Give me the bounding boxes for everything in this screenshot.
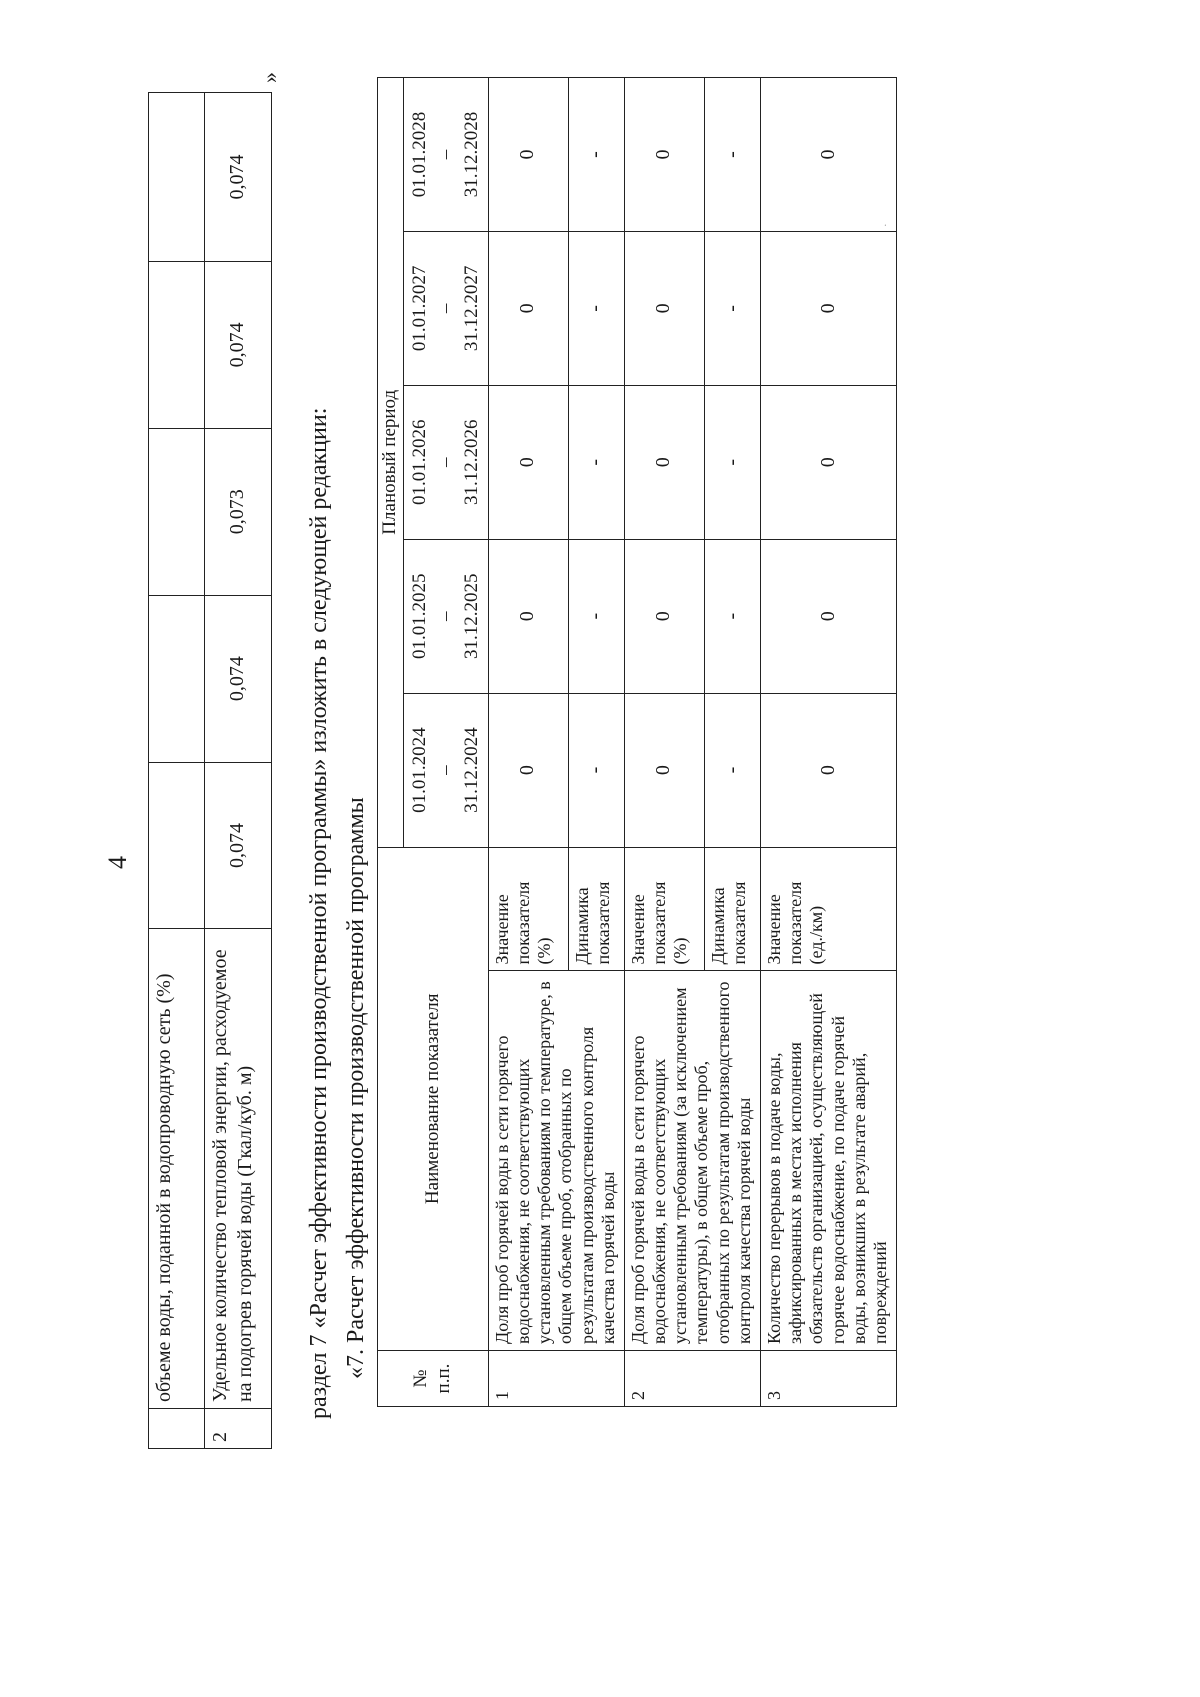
table-cell <box>149 595 205 762</box>
table-cell: 0 <box>760 78 896 232</box>
indicator-name: Доля проб горячей воды в сети горячего водоснабжения, не соответствующих установленным требованиям (за исключением температуры), в общем объеме проб, отобранных по результатам производственного контроля качества горячей воды <box>624 971 760 1351</box>
table-cell: 0 <box>624 693 704 847</box>
header-num: № п.п. <box>378 1351 489 1407</box>
header-period: 01.01.2024 – 31.12.2024 <box>403 693 488 847</box>
table-cell: 0,074 <box>204 93 271 262</box>
table-row <box>204 93 271 1449</box>
table-cell: 0 <box>488 539 568 693</box>
table-cell: 0 <box>760 693 896 847</box>
indicator-unit: Значение показателя (%) <box>488 847 568 971</box>
row-number: 1 <box>488 1351 624 1407</box>
scan-artifact: · <box>880 223 892 227</box>
table-cell: 0 <box>624 78 704 232</box>
row-label: объеме воды, поданной в водопроводную сеть (%) <box>149 929 205 1409</box>
row-number: 2 <box>204 1409 271 1449</box>
indicator-unit: Динамика показателя <box>568 847 624 971</box>
indicator-unit: Значение показателя (%) <box>624 847 704 971</box>
header-period: 01.01.2026 – 31.12.2026 <box>403 385 488 539</box>
table-cell: 0 <box>760 231 896 385</box>
top-table <box>148 92 272 1449</box>
table-cell <box>149 93 205 262</box>
table-cell: - <box>568 78 624 232</box>
header-period: 01.01.2025 – 31.12.2025 <box>403 539 488 693</box>
table-cell: - <box>704 78 760 232</box>
table-cell: 0 <box>624 385 704 539</box>
table-cell: 0 <box>488 693 568 847</box>
lead-text: раздел 7 «Расчет эффективности производственной программы» изложить в следующей редакции: <box>306 407 332 1419</box>
header-row <box>378 78 404 1407</box>
header-planning-period: Плановый период <box>378 78 404 848</box>
table-cell: - <box>704 693 760 847</box>
table-cell <box>149 261 205 428</box>
table-cell: 0 <box>760 385 896 539</box>
table-row <box>624 78 704 1407</box>
table-cell: - <box>568 693 624 847</box>
row-label: Удельное количество тепловой энергии, расходуемое на подогрев горячей воды (Гкал/куб. м) <box>204 929 271 1409</box>
indicator-name: Количество перерывов в подаче воды, зафиксированных в местах исполнения обязательств организацией, осуществляющей горячее водоснабжение, по подаче горячей воды, возникших в результате аварий, повреждений <box>760 971 896 1351</box>
table-cell: 0 <box>488 231 568 385</box>
header-name: Наименование показателя <box>378 847 489 1351</box>
efficiency-table <box>377 77 897 1407</box>
table-cell: 0 <box>760 539 896 693</box>
page-number: 4 <box>103 856 132 869</box>
indicator-name: Доля проб горячей воды в сети горячего водоснабжения, не соответствующих установленным требованиям по температуре, в общем объеме проб, отобранных по результатам производственного контроля качества горячей воды <box>488 971 624 1351</box>
table-cell: 0 <box>488 78 568 232</box>
table-cell: - <box>704 231 760 385</box>
row-number: 3 <box>760 1351 896 1407</box>
table-cell: - <box>568 385 624 539</box>
table-row <box>760 78 896 1407</box>
table-cell: 0,074 <box>204 261 271 428</box>
table-cell: - <box>568 539 624 693</box>
table-cell: 0 <box>488 385 568 539</box>
indicator-unit: Значение показателя (ед./км) <box>760 847 896 971</box>
table-cell: - <box>568 231 624 385</box>
table-cell: 0 <box>624 231 704 385</box>
table-row <box>149 93 205 1449</box>
table-cell: - <box>704 539 760 693</box>
table-cell: 0,074 <box>204 762 271 929</box>
table-row <box>488 78 568 1407</box>
table-cell <box>149 762 205 929</box>
table-cell <box>149 428 205 595</box>
header-period: 01.01.2027 – 31.12.2027 <box>403 231 488 385</box>
table-caption: «7. Расчет эффективности производственной программы <box>343 797 369 1379</box>
table-cell: - <box>704 385 760 539</box>
closing-quote: » <box>257 72 282 83</box>
row-number: 2 <box>624 1351 760 1407</box>
header-period: 01.01.2028 – 31.12.2028 <box>403 78 488 232</box>
table-cell: 0,074 <box>204 595 271 762</box>
row-number <box>149 1409 205 1449</box>
table-cell: 0 <box>624 539 704 693</box>
table-cell: 0,073 <box>204 428 271 595</box>
indicator-unit: Динамика показателя <box>704 847 760 971</box>
